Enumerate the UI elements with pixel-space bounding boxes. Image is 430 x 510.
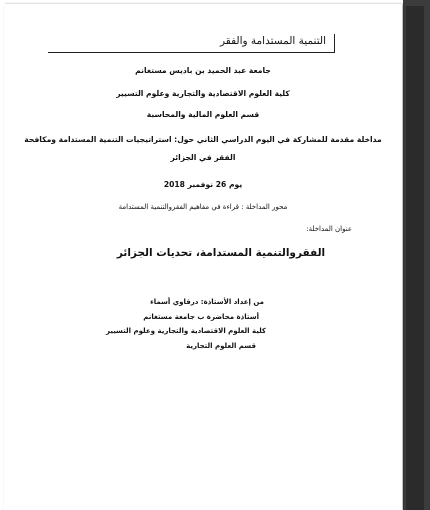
university-name: جامعة عبد الحميد بن باديس مستغانم [135,66,271,75]
header-rule [48,52,334,53]
intervention-line-1: مداخلة مقدمة للمشاركة في اليوم الدراسي الثاني حول: استراتيجيات التنمية المستدامة ومكافحة [24,135,382,144]
intervention-title: الفقروالتنمية المستدامة، تحديات الجزائر [116,247,326,259]
author-position: أستاذة محاضرة ب جامعة مستغانم [143,313,259,321]
faculty-name: كلية العلوم الاقتصادية والتجارية وعلوم التسيير [116,89,290,98]
intervention-axis: محور المداخلة : قراءة في مفاهيم الفقروالتنمية المستدامة [118,203,288,211]
header-divider [334,34,335,53]
intervention-title-label: عنوان المداخلة: [306,225,352,233]
author-department: قسم العلوم التجارية [186,342,256,350]
department-name: قسم العلوم المالية والمحاسبة [146,110,260,119]
author-faculty: كلية العلوم الاقتصادية والتجارية وعلوم التسيير [105,327,266,335]
intervention-line-2: الفقر في الجزائر [170,153,236,162]
event-date: يوم 26 نوفمبر 2018 [163,180,243,189]
author-prepared-by: من إعداد الأستاذة: درقاوي أسماء [150,298,264,306]
running-header-title: التنمية المستدامة والفقر [219,35,326,47]
document-page [4,4,402,510]
